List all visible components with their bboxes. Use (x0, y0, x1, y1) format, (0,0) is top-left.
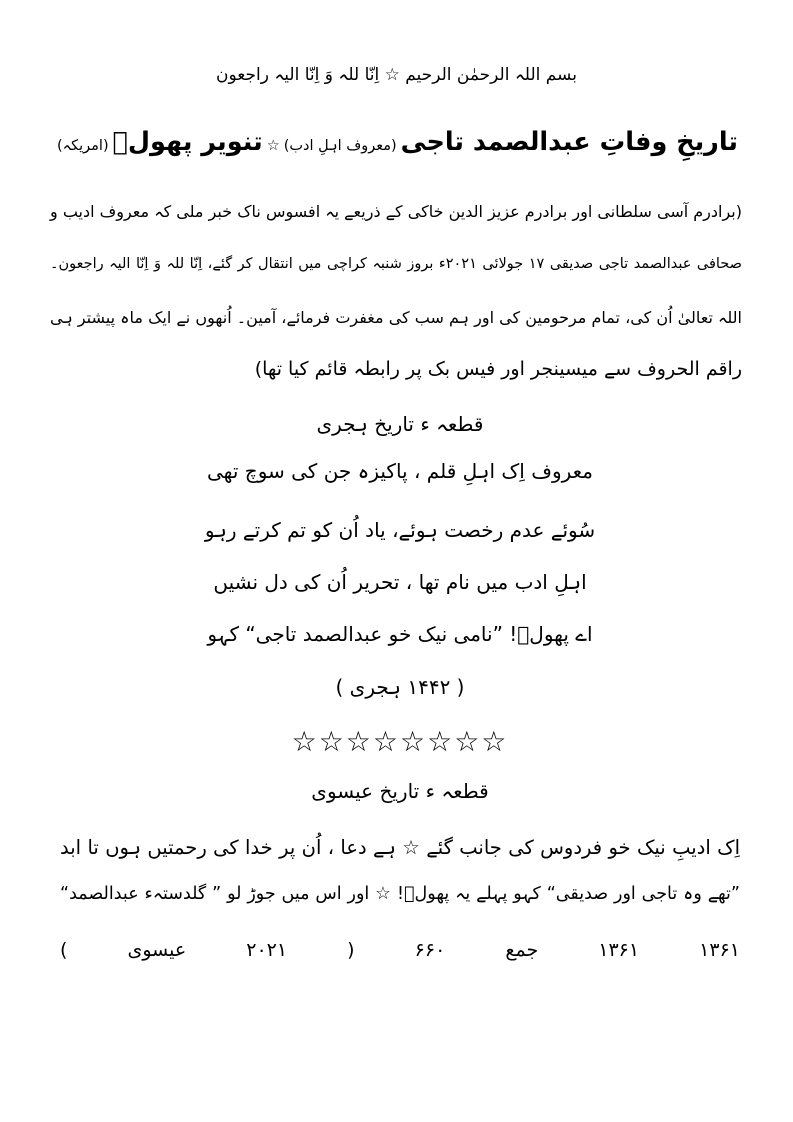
author-note: (امریکہ) (56, 138, 109, 154)
hijri-verse-4: اے پھولؔ! ”نامی نیک خو عبدالصمد تاجی“ کہو (207, 622, 593, 646)
hijri-verse-3: اہلِ ادب میں نام تھا ، تحریر اُن کی دل نشیں (213, 570, 587, 594)
star-separator: ☆☆☆☆☆☆☆☆ (291, 725, 509, 758)
gregorian-heading: قطعہ ء تاریخ عیسوی (311, 779, 489, 803)
gregorian-calc-row (60, 940, 740, 961)
hijri-verse-1: معروف اِک اہلِ قلم ، پاکیزہ جن کی سوچ تھی (206, 459, 594, 483)
author-name: تنویر پھولؔ (112, 127, 263, 157)
main-title: تاریخِ وفاتِ عبدالصمد تاجی (400, 127, 738, 157)
hijri-year: ( ۱۴۴۲ ہجری ) (335, 675, 465, 699)
title-row (58, 128, 738, 156)
gregorian-line-2: ”تھے وہ تاجی اور صدیقی“ کہو پہلے یہ پھولؔ! ☆ اور اس میں جوڑ لو ” گلدستہء عبدالصمد“ (60, 884, 740, 904)
intro-line-2: صحافی عبدالصمد تاجی صدیقی ۱۷ جولائی ۲۰۲۱ء بروز شنبہ کراچی میں انتقال کر گئے، اِنّا للہ وَ اِنّا الیہ راجعون۔ (50, 256, 742, 272)
intro-line-1: (برادرم آسی سلطانی اور برادرم عزیز الدین خاکی کے ذریعے یہ افسوس ناک خبر ملی کہ معروف ادیب و (50, 202, 742, 221)
intro-line-4: راقم الحروف سے میسینجر اور فیس بک پر رابطہ قائم کیا تھا) (254, 358, 742, 380)
gregorian-calc-right: ۱۳۶۱ جمع ۶۶۰ ( ۲۰۲۱ عیسوی ) (60, 939, 640, 961)
bismillah-line: بسم اللہ الرحمٰن الرحیم ☆ اِنّا للہ وَ اِنّا الیہ راجعون (216, 65, 577, 85)
star-icon: ☆ (266, 138, 280, 154)
title-note: (معروف اہلِ ادب) (283, 138, 397, 154)
intro-line-3: اللہ تعالیٰ اُن کی، تمام مرحومین کی اور ہم سب کی مغفرت فرمائے، آمین۔ اُنھوں نے ایک ماہ پیشتر ہی (50, 308, 742, 327)
hijri-heading: قطعہ ء تاریخ ہجری (316, 412, 484, 436)
hijri-verse-2: سُوئے عدم رخصت ہوئے، یاد اُن کو تم کرتے رہو (204, 518, 596, 542)
gregorian-calc-left: ۱۳۶۱ (699, 939, 740, 961)
gregorian-line-1: اِک ادیبِ نیک خو فردوس کی جانب گئے ☆ ہے دعا ، اُن پر خدا کی رحمتیں ہوں تا ابد (60, 836, 740, 859)
